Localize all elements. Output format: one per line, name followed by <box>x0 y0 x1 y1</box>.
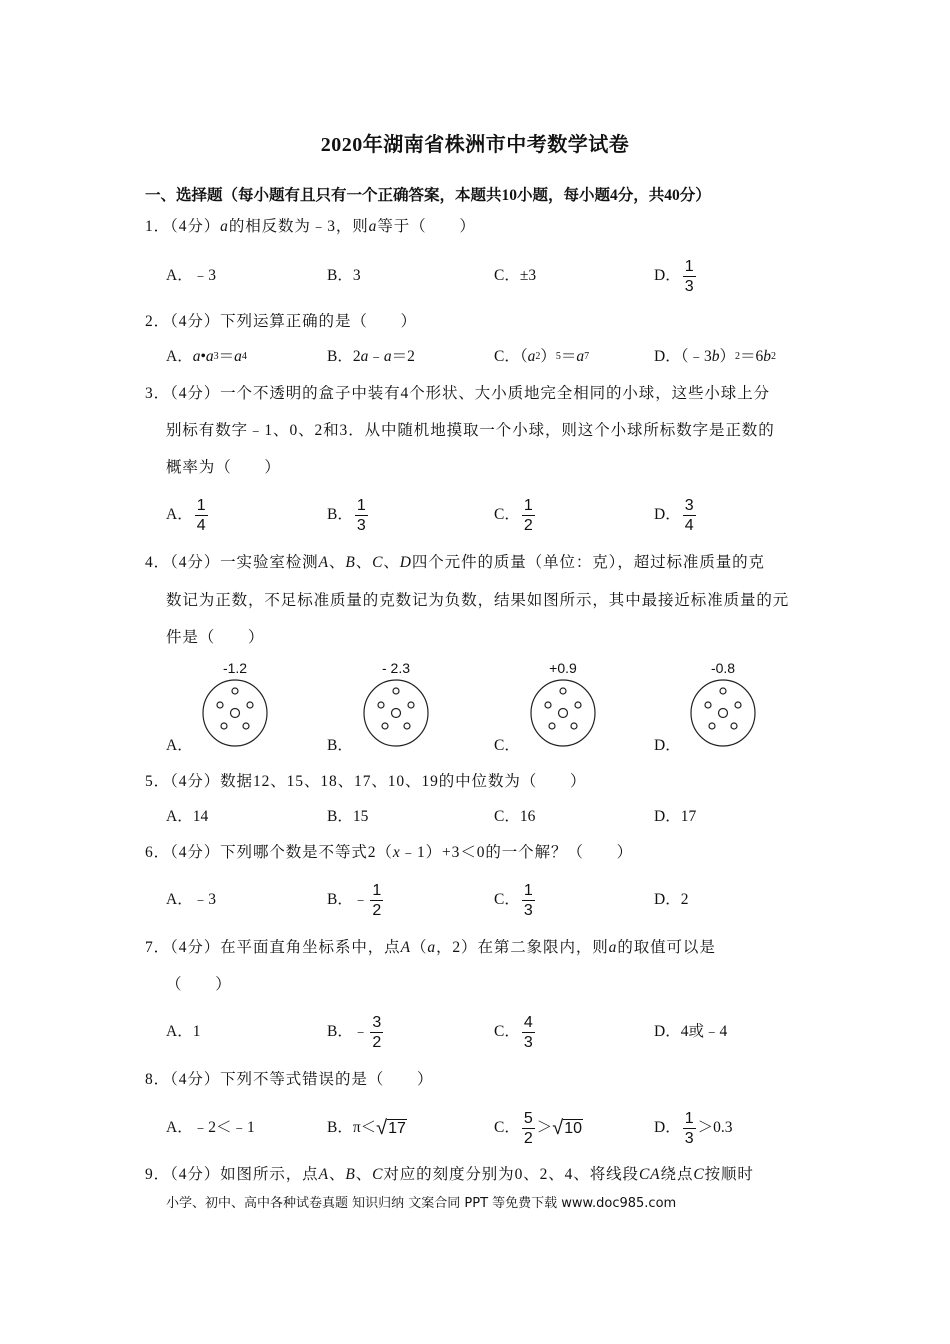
numerator: 1 <box>372 881 382 899</box>
math-variable: a <box>427 939 436 956</box>
math-variable: C <box>693 1166 705 1183</box>
component-disc-icon <box>688 677 758 749</box>
option-B[interactable] <box>327 266 361 286</box>
question-5-text <box>145 772 586 792</box>
text-segment: 的取值可以是 <box>617 939 716 956</box>
text-segment: 绕点 <box>660 1166 694 1183</box>
hole <box>382 723 388 729</box>
math-variable: a <box>383 348 392 365</box>
math-variable: C <box>372 554 384 571</box>
denominator: 3 <box>684 1129 694 1147</box>
fraction <box>683 496 696 535</box>
math-variable: A <box>318 554 329 571</box>
option-C[interactable] <box>494 881 537 919</box>
math-variable: b <box>763 348 771 365</box>
text-segment: ） <box>719 348 735 365</box>
option-A[interactable] <box>166 1118 255 1138</box>
option-C[interactable] <box>494 807 535 827</box>
denominator: 4 <box>684 516 694 534</box>
text-segment: B．﹣ <box>327 1023 369 1040</box>
denominator: 2 <box>523 1129 533 1147</box>
fraction <box>683 257 696 296</box>
text-segment: ＝ <box>218 348 235 365</box>
numerator: 5 <box>523 1109 533 1127</box>
question-8-text <box>145 1070 433 1090</box>
text-segment: ﹣1）+3＜0的一个解？（ ） <box>400 844 633 861</box>
fraction <box>370 881 383 920</box>
text-segment: ，2）在第二象限内，则 <box>436 939 609 956</box>
hole <box>720 688 726 694</box>
radicand: 17 <box>388 1120 406 1137</box>
denominator: 3 <box>523 901 533 919</box>
denominator: 2 <box>372 901 382 919</box>
text-segment: C． <box>494 891 520 908</box>
text-segment: D． <box>654 506 681 523</box>
hole <box>735 702 741 708</box>
text-segment: 6．（4分）下列哪个数是不等式2（ <box>145 844 393 861</box>
question-7-text <box>145 938 716 958</box>
numerator: 4 <box>523 1013 533 1031</box>
hole <box>559 709 568 718</box>
math-variable: b <box>711 348 720 365</box>
option-C[interactable] <box>494 1109 583 1147</box>
option-D[interactable] <box>654 890 688 910</box>
text-segment: 5．（4分）数据12、15、18、17、10、19的中位数为（ ） <box>145 773 587 790</box>
denominator: 3 <box>356 516 366 534</box>
text-segment: D．（﹣3 <box>654 348 712 365</box>
math-variable: a <box>527 348 536 365</box>
fraction <box>195 496 208 535</box>
radicand: 10 <box>564 1120 583 1137</box>
numerator: 1 <box>196 496 206 514</box>
hole <box>364 680 428 746</box>
text-segment: A． <box>166 348 193 365</box>
math-variable: a <box>576 348 585 365</box>
math-variable: B <box>345 1166 356 1183</box>
square-root <box>376 1118 407 1138</box>
square-root <box>552 1118 583 1138</box>
option-B[interactable] <box>327 807 368 827</box>
numerator: 1 <box>523 496 533 514</box>
hole <box>545 702 551 708</box>
figure-value-label: -1.2 <box>222 660 248 676</box>
page-title: 2020年湖南省株洲市中考数学试卷 <box>320 134 630 156</box>
hole <box>203 680 267 746</box>
text-segment: 件是（ ） <box>166 629 265 646</box>
component-disc-icon <box>200 677 270 749</box>
component-disc-icon <box>361 677 431 749</box>
text-segment: B．2 <box>327 348 361 365</box>
math-variable: a <box>360 348 369 365</box>
text-segment: C． <box>494 1023 520 1040</box>
fraction <box>522 496 535 535</box>
text-segment: 2．（4分）下列运算正确的是（ ） <box>145 313 417 330</box>
component-disc-icon <box>528 677 598 749</box>
text-segment: B．π＜ <box>327 1119 377 1136</box>
text-segment: B．3 <box>327 267 361 284</box>
text-segment: 、 <box>355 554 373 571</box>
numerator: 1 <box>684 257 694 275</box>
numerator: 1 <box>684 1109 694 1127</box>
text-segment: A．﹣3 <box>166 267 216 284</box>
figure-option-D[interactable]: D． <box>654 737 681 754</box>
hole <box>709 723 715 729</box>
figure-option-C[interactable]: C． <box>494 737 520 754</box>
denominator: 2 <box>372 1033 382 1051</box>
math-variable: x <box>392 844 401 861</box>
hole <box>575 702 581 708</box>
text-segment: 四个元件的质量（单位：克），超过标准质量的克 <box>411 554 765 571</box>
hole <box>247 702 253 708</box>
math-variable: a <box>192 348 201 365</box>
hole <box>731 723 737 729</box>
question-3-text <box>166 458 281 478</box>
text-segment: C．（ <box>494 348 528 365</box>
figure-value-label: -0.8 <box>710 660 736 676</box>
figure-value-label: +0.9 <box>549 660 577 676</box>
text-segment: 数记为正数，不足标准质量的克数记为负数，结果如图所示，其中最接近标准质量的元 <box>166 592 790 609</box>
hole <box>531 680 595 746</box>
hole <box>691 680 755 746</box>
numerator: 3 <box>684 496 694 514</box>
numerator: 3 <box>372 1013 382 1031</box>
math-variable: a <box>608 939 618 956</box>
text-segment: ＞0.3 <box>697 1119 733 1136</box>
text-segment: 别标有数字﹣1、0、2和3．从中随机地摸取一个小球，则这个小球所标数字是正数的 <box>166 422 775 439</box>
denominator: 3 <box>684 277 694 295</box>
fraction <box>370 1013 383 1052</box>
text-segment: ＝6 <box>739 348 764 365</box>
hole <box>404 723 410 729</box>
math-variable: D <box>399 554 412 571</box>
option-A[interactable] <box>166 496 210 534</box>
numerator: 1 <box>523 881 533 899</box>
text-segment: （ <box>410 939 428 956</box>
option-D[interactable] <box>654 1109 733 1147</box>
text-segment: 8．（4分）下列不等式错误的是（ ） <box>145 1071 434 1088</box>
hole <box>243 723 249 729</box>
text-segment: 对应的刻度分别为0、2、4、将线段 <box>383 1166 639 1183</box>
question-6-text <box>145 843 633 863</box>
hole <box>705 702 711 708</box>
text-segment: 4．（4分）一实验室检测 <box>145 554 319 571</box>
option-A[interactable] <box>166 807 208 827</box>
fraction <box>355 496 368 535</box>
option-C[interactable]: C．（ a 2 ） 5 ＝ a 7 <box>494 348 590 365</box>
text-segment: 等于（ ） <box>377 218 476 235</box>
option-B[interactable] <box>327 1013 385 1051</box>
math-variable: A <box>400 939 411 956</box>
text-segment: D．2 <box>654 891 689 908</box>
hole <box>231 709 240 718</box>
hole <box>719 709 728 718</box>
text-segment: C． <box>494 506 520 523</box>
hole <box>393 688 399 694</box>
text-segment: A．1 <box>166 1023 201 1040</box>
numerator: 1 <box>356 496 366 514</box>
text-segment: 、 <box>328 1166 346 1183</box>
hole <box>221 723 227 729</box>
question-9-text <box>145 1165 754 1185</box>
text-segment: （ ） <box>166 976 232 993</box>
option-D[interactable] <box>654 257 698 295</box>
math-variable: a <box>220 218 229 235</box>
text-segment: C． <box>494 1119 520 1136</box>
section-heading: 一、选择题（每小题有且只有一个正确答案，本题共10小题，每小题4分，共40分） <box>145 187 711 204</box>
hole <box>378 702 384 708</box>
question-4-text <box>145 553 765 573</box>
option-D[interactable]: D．（﹣3 b ） 2 ＝6 b 2 <box>654 348 776 365</box>
text-segment: D．17 <box>654 808 697 825</box>
hole <box>217 702 223 708</box>
text-segment: C．16 <box>494 808 536 825</box>
text-segment: 、 <box>383 554 400 571</box>
denominator: 2 <box>523 516 533 534</box>
fraction <box>522 881 535 920</box>
question-2-text <box>145 312 417 332</box>
text-segment: ＞ <box>536 1119 553 1136</box>
option-C[interactable] <box>494 1013 537 1051</box>
text-segment: ） <box>540 348 556 365</box>
fraction <box>683 1109 696 1148</box>
hole <box>408 702 414 708</box>
text-segment: C．±3 <box>494 267 537 284</box>
math-variable: a <box>205 348 214 365</box>
question-3-text <box>145 384 770 404</box>
denominator: 4 <box>196 516 206 534</box>
option-B[interactable] <box>327 496 370 534</box>
text-segment: D．4或﹣4 <box>654 1023 728 1040</box>
fraction <box>522 1013 535 1052</box>
figure-value-label: - 2.3 <box>381 660 410 676</box>
text-segment: D． <box>654 1119 681 1136</box>
text-segment: 、 <box>328 554 346 571</box>
text-segment: 的相反数为﹣3，则 <box>228 218 369 235</box>
option-D[interactable] <box>654 496 698 534</box>
figure-option-A[interactable]: A． <box>166 737 193 754</box>
text-segment: 7．（4分）在平面直角坐标系中，点 <box>145 939 401 956</box>
text-segment: ＝2 <box>391 348 415 365</box>
text-segment: A．14 <box>166 808 209 825</box>
math-variable: CA <box>638 1166 661 1183</box>
text-segment: B． <box>327 506 353 523</box>
figure-option-B[interactable]: B． <box>327 737 353 754</box>
math-variable: C <box>372 1166 384 1183</box>
hole <box>549 723 555 729</box>
text-segment: ﹣ <box>368 348 384 365</box>
text-segment: A．﹣3 <box>166 891 216 908</box>
question-7-text <box>166 975 232 995</box>
option-A[interactable]: A． a • a 3 ＝ a 4 <box>166 348 247 365</box>
math-variable: a <box>234 348 242 365</box>
text-segment: 、 <box>355 1166 373 1183</box>
option-D[interactable] <box>654 1022 727 1042</box>
question-1-text <box>145 217 476 237</box>
text-segment: 按顺时 <box>704 1166 754 1183</box>
option-A[interactable] <box>166 1022 200 1042</box>
math-variable: A <box>318 1166 329 1183</box>
text-segment: 3．（4分）一个不透明的盒子中装有4个形状、大小质地完全相同的小球，这些小球上分 <box>145 385 771 402</box>
hole <box>392 709 401 718</box>
text-segment: A． <box>166 506 193 523</box>
question-4-text <box>166 628 264 648</box>
option-A[interactable] <box>166 266 216 286</box>
text-segment: 9．（4分）如图所示，点 <box>145 1166 319 1183</box>
math-variable: a <box>368 218 378 235</box>
fraction <box>522 1109 535 1148</box>
option-B[interactable] <box>327 347 415 367</box>
hole <box>560 688 566 694</box>
text-segment: 概率为（ ） <box>166 459 281 476</box>
radical-sign-icon: √ <box>376 1117 388 1139</box>
option-D[interactable] <box>654 807 696 827</box>
text-segment: B．﹣ <box>327 891 369 908</box>
text-segment: ＝ <box>560 348 577 365</box>
option-A[interactable] <box>166 890 216 910</box>
text-segment: 1．（4分） <box>145 218 221 235</box>
question-3-text <box>166 421 775 441</box>
text-segment: D． <box>654 267 681 284</box>
radical-sign-icon: √ <box>552 1117 564 1139</box>
option-C[interactable] <box>494 496 537 534</box>
option-B[interactable] <box>327 1118 407 1138</box>
question-4-text <box>166 591 789 611</box>
hole <box>232 688 238 694</box>
hole <box>571 723 577 729</box>
text-segment: • <box>200 348 206 365</box>
option-C[interactable] <box>494 266 536 286</box>
option-B[interactable] <box>327 881 385 919</box>
text-segment: A．﹣2＜﹣1 <box>166 1119 255 1136</box>
denominator: 3 <box>523 1033 533 1051</box>
footer-text: 小学、初中、高中各种试卷真题 知识归纳 文案合同 PPT 等免费下载 www.doc985.com <box>166 1196 677 1211</box>
text-segment: B．15 <box>327 808 369 825</box>
math-variable: B <box>345 554 356 571</box>
